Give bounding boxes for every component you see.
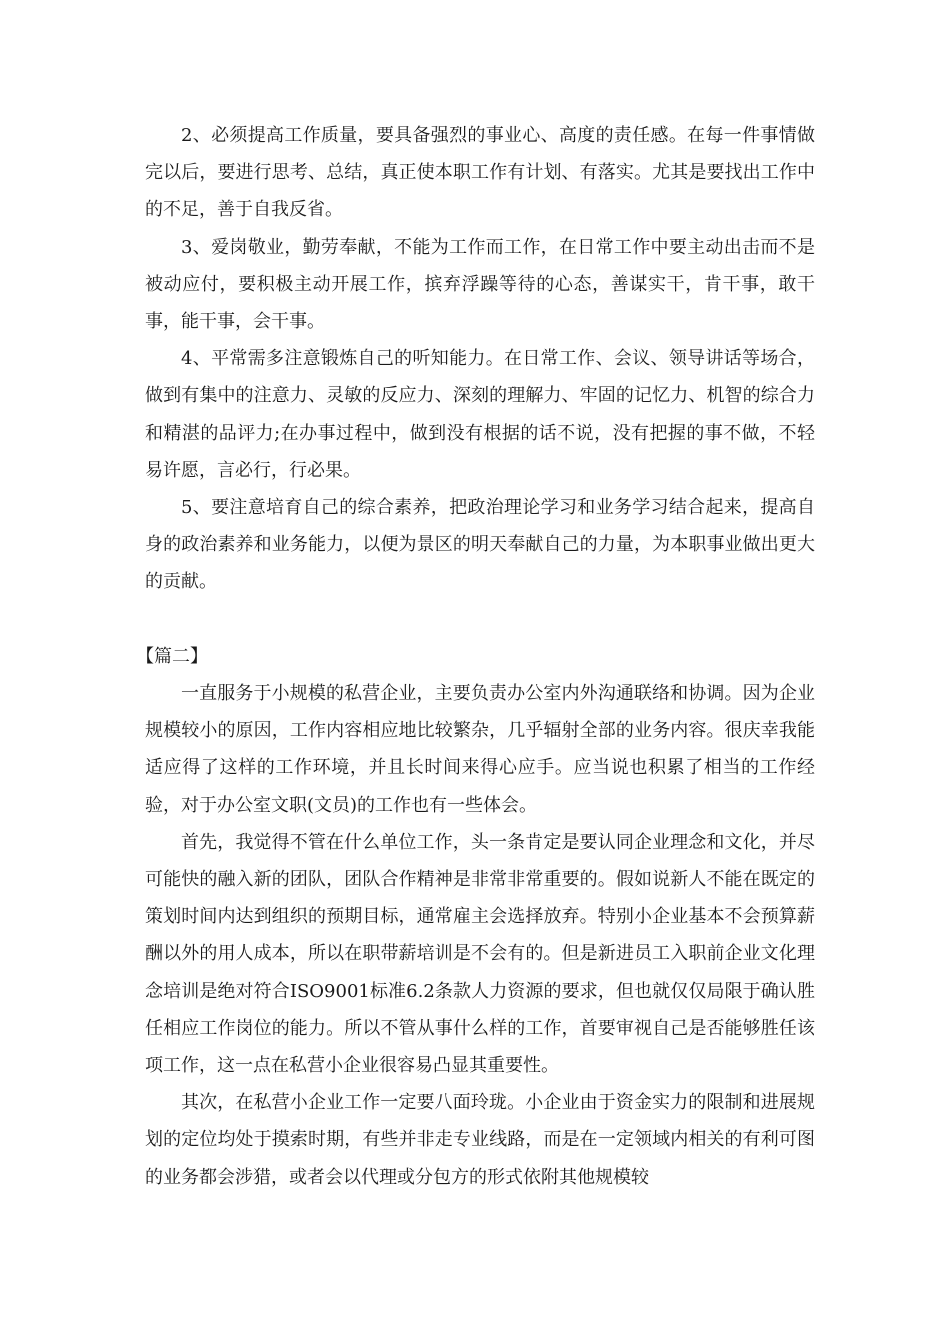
paragraph-first: 首先，我觉得不管在什么单位工作，头一条肯定是要认同企业理念和文化，并尽可能快的融入新的团队，团队合作精神是非常非常重要的。假如说新人不能在既定的策划时间内达到组织的预期目标，通常雇主会选择放弃。特别小企业基本不会预算薪酬以外的用人成本，所以在职带薪培训是不会有的。但是新进员工入职前企业文化理念培训是绝对符合ISO9001标准6.2条款人力资源的要求，但也就仅仅局限于确认胜任相应工作岗位的能力。所以不管从事什么样的工作，首要审视自己是否能够胜任该项工作，这一点在私营小企业很容易凸显其重要性。 bbox=[145, 831, 815, 1077]
paragraph-item-4: 4、平常需多注意锻炼自己的听知能力。在日常工作、会议、领导讲话等场合，做到有集中的注意力、灵敏的反应力、深刻的理解力、牢固的记忆力、机智的综合力和精湛的品评力;在办事过程中，做到没有根据的话不说，没有把握的事不做，不轻易许愿，言必行，行必果。 bbox=[145, 348, 815, 481]
paragraph-second: 其次，在私营小企业工作一定要八面玲珑。小企业由于资金实力的限制和进展规划的定位均处于摸索时期，有些并非走专业线路，而是在一定领域内相关的有利可图的业务都会涉猎，或者会以代理或分包方的形式依附其他规模较 bbox=[145, 1092, 815, 1188]
document-body bbox=[136, 117, 815, 1196]
paragraph-item-3: 3、爱岗敬业，勤劳奉献，不能为工作而工作，在日常工作中要主动出击而不是被动应付，要积极主动开展工作，摈弃浮躁等待的心态，善谋实干，肯干事，敢干事，能干事，会干事。 bbox=[145, 236, 815, 333]
paragraph-item-2: 2、必须提高工作质量，要具备强烈的事业心、高度的责任感。在每一件事情做完以后，要进行思考、总结，真正使本职工作有计划、有落实。尤其是要找出工作中的不足，善于自我反省。 bbox=[145, 125, 815, 221]
section-spacer bbox=[145, 601, 815, 638]
paragraph-intro: 一直服务于小规模的私营企业，主要负责办公室内外沟通联络和协调。因为企业规模较小的原因，工作内容相应地比较繁杂，几乎辐射全部的业务内容。很庆幸我能适应得了这样的工作环境，并且长时间来得心应手。应当说也积累了相当的工作经验，对于办公室文职(文员)的工作也有一些体会。 bbox=[145, 683, 815, 816]
section-heading: 【篇二】 bbox=[136, 645, 208, 667]
paragraph-item-5: 5、要注意培育自己的综合素养，把政治理论学习和业务学习结合起来，提高自身的政治素养和业务能力，以便为景区的明天奉献自己的力量，为本职事业做出更大的贡献。 bbox=[145, 497, 815, 593]
